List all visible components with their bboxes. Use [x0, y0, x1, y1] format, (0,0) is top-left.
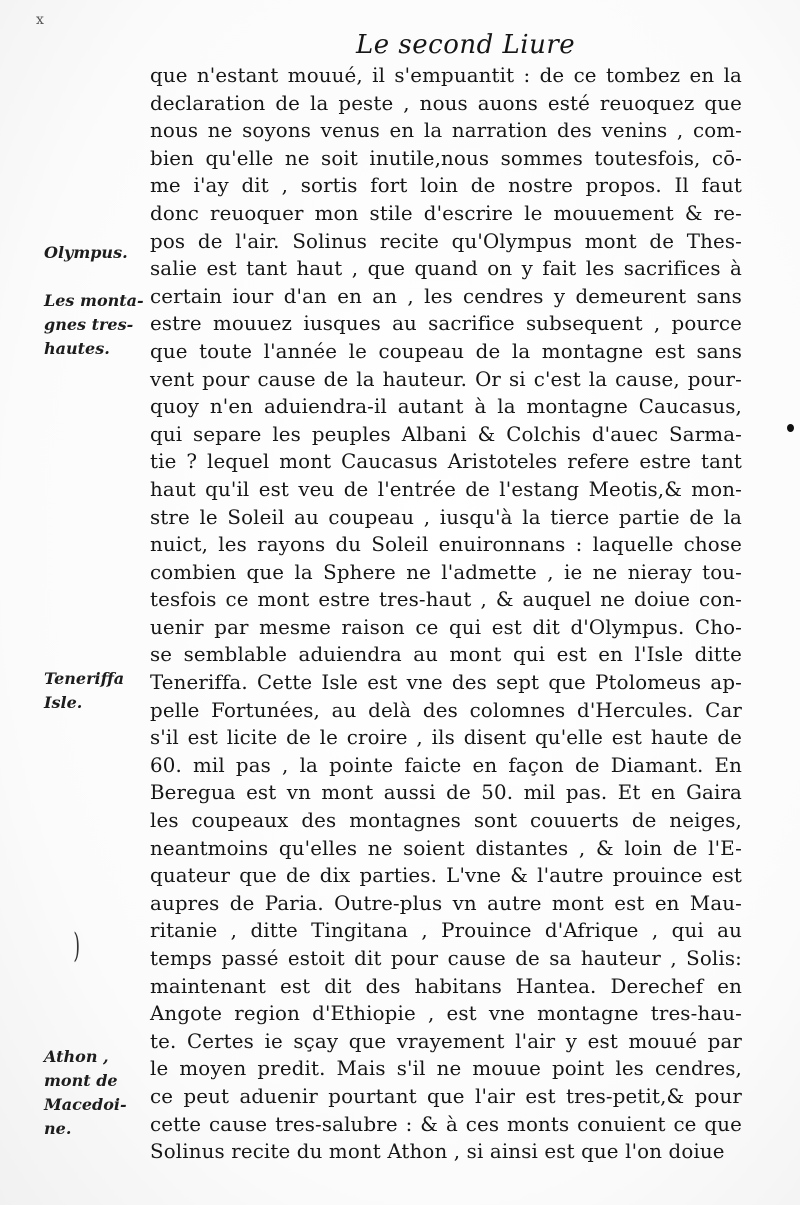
text-line: declaration de la peste , nous auons esté reuoquez que	[150, 91, 742, 115]
running-header: Le second Liure	[356, 30, 576, 60]
text-line: certain iour d'an en an , les cendres y demeurent sans	[150, 284, 742, 308]
text-line: que toute l'année le coupeau de la montagne est sans	[150, 339, 742, 363]
margin-note-teneriffa	[44, 667, 124, 715]
margin-note-olympus	[44, 241, 128, 265]
body-text	[150, 62, 742, 1166]
text-line: s'il est licite de le croire , ils disent qu'elle est haute de	[150, 726, 742, 750]
text-line: quateur que de dix parties. L'vne & l'autre prouince est	[150, 864, 742, 888]
margin-note-line: Olympus.	[44, 243, 128, 262]
margin-note-line: Les monta-	[44, 291, 144, 310]
text-line: tie ? lequel mont Caucasus Aristoteles refere estre tant	[150, 450, 742, 474]
text-line: vent pour cause de la hauteur. Or si c'est la cause, pour-	[150, 367, 742, 391]
text-line: bien qu'elle ne soit inutile,nous sommes toutesfois, cō-	[150, 146, 742, 170]
text-line: Solinus recite du mont Athon , si ainsi est que l'on doiue	[150, 1140, 725, 1164]
text-line: pelle Fortunées, au delà des colomnes d'Hercules. Car	[150, 698, 742, 722]
margin-note-line: Teneriffa	[44, 669, 125, 688]
text-line: les coupeaux des montagnes sont couuerts de neiges,	[150, 809, 742, 833]
text-line: nous ne soyons venus en la narration des venins , com-	[150, 119, 742, 143]
margin-note-line: gnes tres-	[44, 315, 134, 334]
margin-note-line: mont de	[44, 1071, 118, 1090]
text-line: salie est tant haut , que quand on y fait les sacrifices à	[150, 257, 742, 281]
text-line: qui separe les peuples Albani & Colchis d'auec Sarma-	[150, 422, 742, 446]
margin-note-line: hautes.	[44, 339, 110, 358]
text-line: Teneriffa. Cette Isle est vne des sept que Ptolomeus ap-	[150, 671, 742, 695]
text-line: maintenant est dit des habitans Hantea. Derechef en	[150, 974, 742, 998]
text-line: estre mouuez iusques au sacrifice subsequent , pource	[150, 312, 742, 336]
text-line: tesfois ce mont estre tres-haut , & auquel ne doiue con-	[150, 588, 742, 612]
text-line: neantmoins qu'elles ne soient distantes , & loin de l'E-	[150, 836, 742, 860]
text-line: 60. mil pas , la pointe faicte en façon de Diamant. En	[150, 753, 742, 777]
margin-note-montagnes	[44, 289, 144, 361]
text-line: uenir par mesme raison ce qui est dit d'Olympus. Cho-	[150, 615, 742, 639]
corner-pencil-mark: x	[36, 12, 44, 28]
margin-note-line: Macedoi-	[44, 1095, 127, 1114]
text-line: ce peut aduenir pourtant que l'air est tres-petit,& pour	[150, 1084, 742, 1108]
text-line: stre le Soleil au coupeau , iusqu'à la tierce partie de la	[150, 505, 742, 529]
text-line: ritanie , ditte Tingitana , Prouince d'Afrique , qui au	[150, 919, 742, 943]
text-line: me i'ay dit , sortis fort loin de nostre propos. Il faut	[150, 174, 742, 198]
text-line: nuict, les rayons du Soleil enuironnans : laquelle chose	[150, 533, 742, 557]
text-line: le moyen predit. Mais s'il ne mouue point les cendres,	[150, 1057, 742, 1081]
margin-note-line: Athon ,	[44, 1047, 109, 1066]
text-line: cette cause tres-salubre : & à ces monts conuient ce que	[150, 1112, 742, 1136]
margin-note-line: Isle.	[44, 693, 83, 712]
text-line: haut qu'il est veu de l'entrée de l'estang Meotis,& mon-	[150, 477, 742, 501]
ink-dot	[787, 424, 794, 432]
text-line: combien que la Sphere ne l'admette , ie ne nieray tou-	[150, 560, 742, 584]
margin-paren-mark: )	[73, 926, 80, 966]
text-line: se semblable aduiendra au mont qui est en l'Isle ditte	[150, 643, 742, 667]
text-line: temps passé estoit dit pour cause de sa hauteur , Solis:	[150, 947, 742, 970]
text-line: Beregua est vn mont aussi de 50. mil pas. Et en Gaira	[150, 781, 742, 805]
text-line: pos de l'air. Solinus recite qu'Olympus mont de Thes-	[150, 229, 742, 253]
text-line: quoy n'en aduiendra-il autant à la montagne Caucasus,	[150, 395, 742, 419]
text-line: te. Certes ie sçay que vrayement l'air y est mouué par	[150, 1029, 742, 1053]
margin-note-athon	[44, 1045, 127, 1141]
text-line: que n'estant mouué, il s'empuantit : de ce tombez en la	[150, 64, 742, 87]
text-line: Angote region d'Ethiopie , est vne montagne tres-hau-	[150, 1002, 742, 1026]
text-line: donc reuoquer mon stile d'escrire le mouuement & re-	[150, 201, 742, 225]
text-line: aupres de Paria. Outre-plus vn autre mont est en Mau-	[150, 891, 742, 915]
margin-note-line: ne.	[44, 1119, 72, 1138]
